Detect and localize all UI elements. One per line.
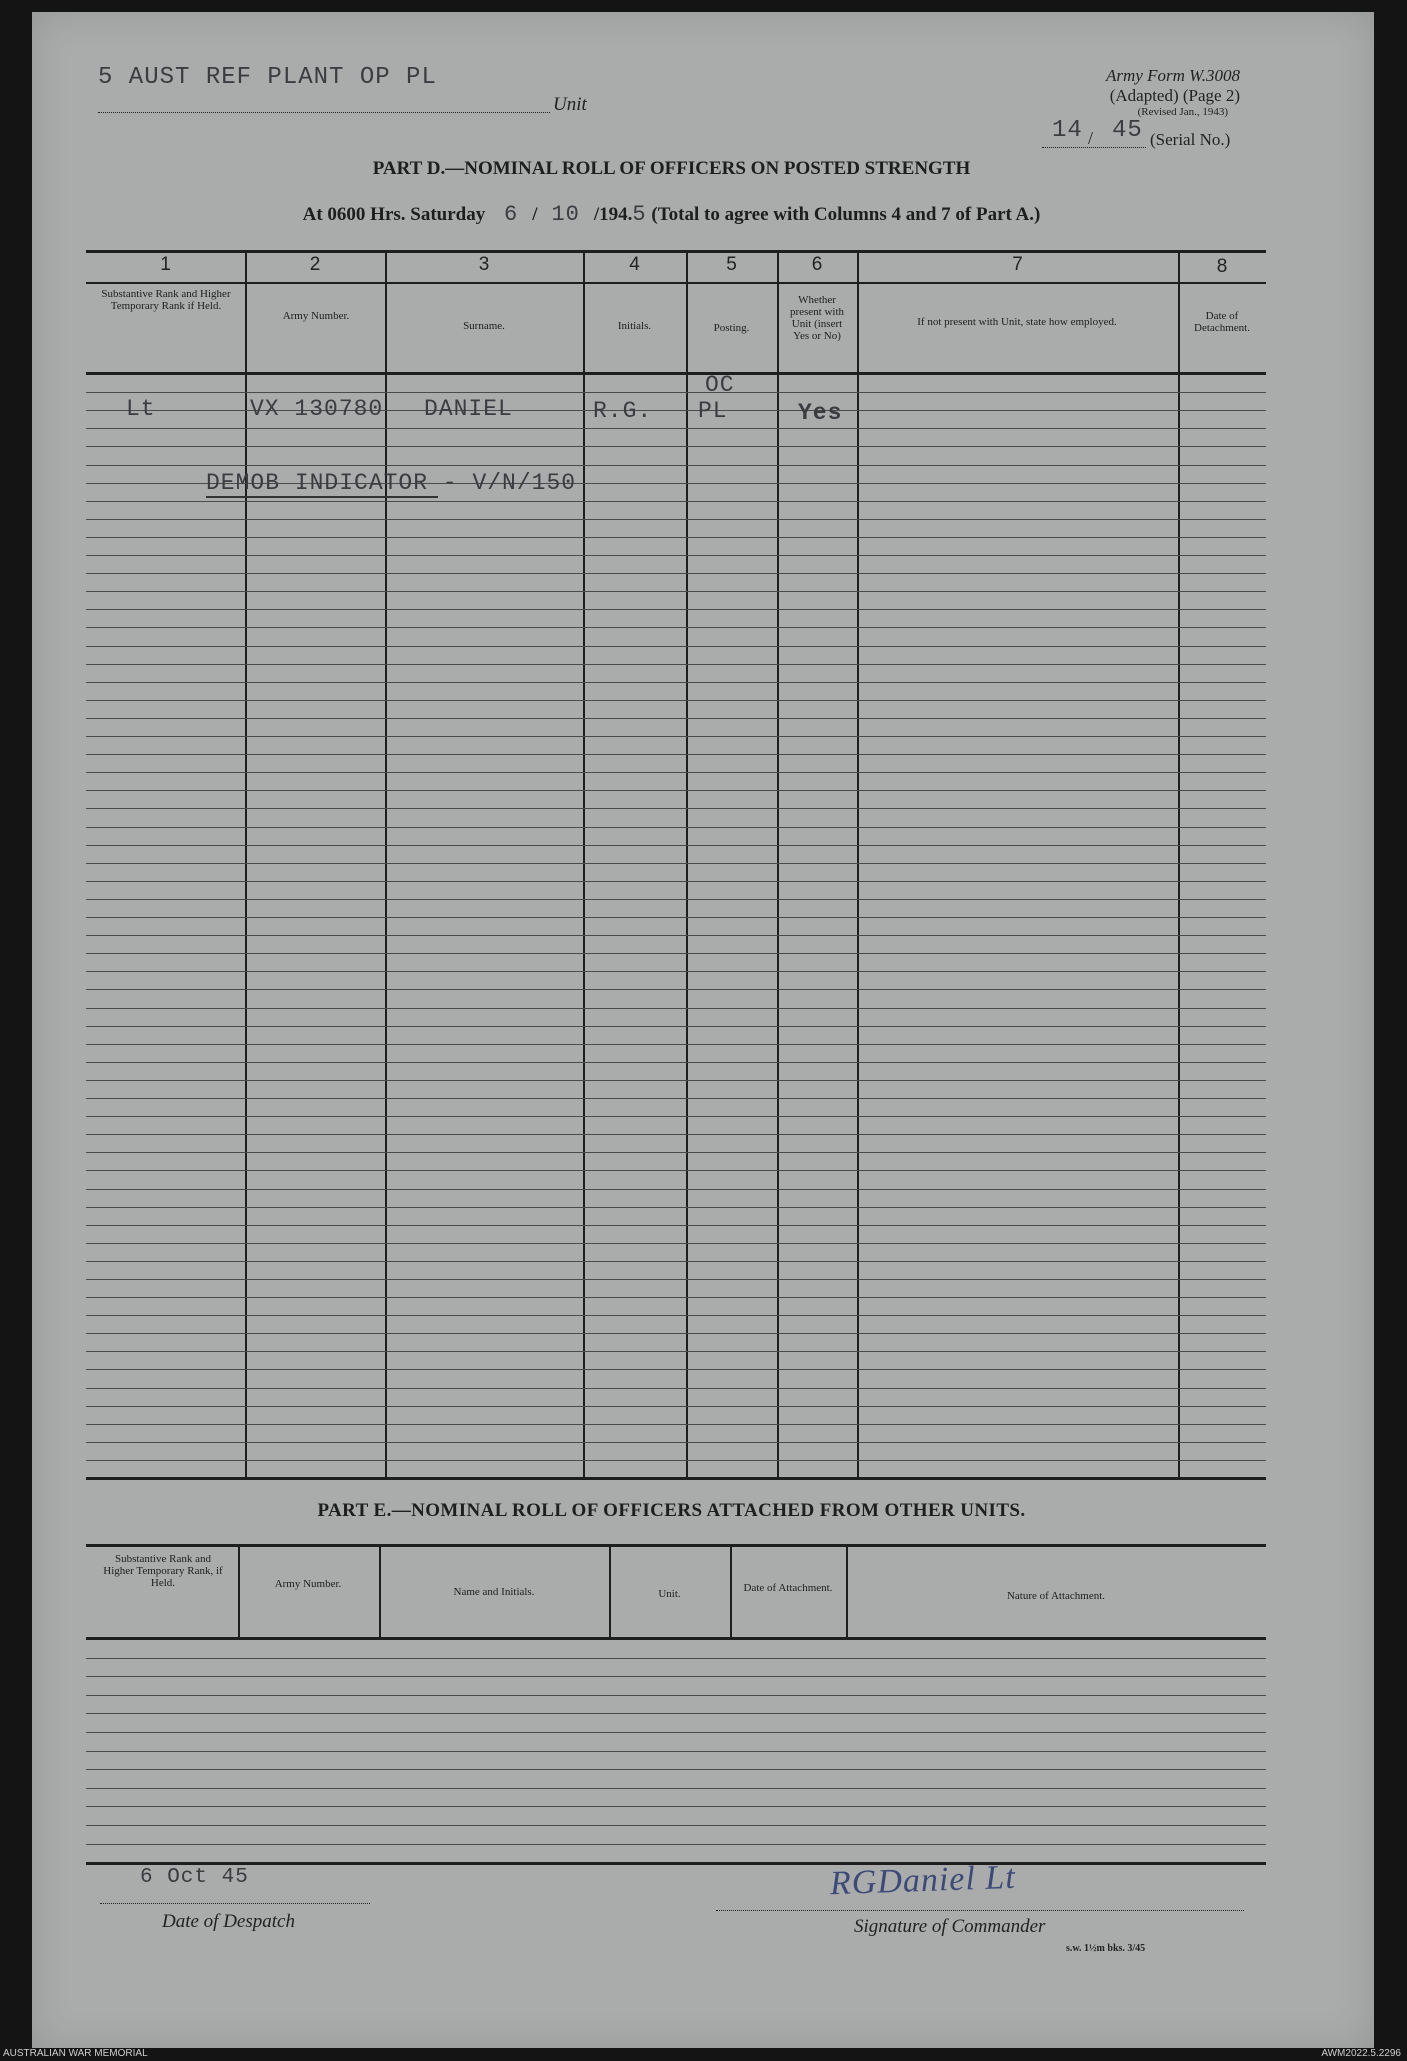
part-e-col-divider xyxy=(238,1544,240,1639)
date-sep: / xyxy=(532,204,538,225)
ruled-line xyxy=(86,1825,1266,1826)
col-number: 4 xyxy=(629,254,640,275)
ruled-line xyxy=(86,1152,1266,1153)
part-d-bottom-border xyxy=(86,1477,1266,1480)
despatch-line xyxy=(100,1903,370,1904)
col-number: 3 xyxy=(478,254,490,275)
col-header-surname: Surname. xyxy=(463,320,505,332)
ruled-line xyxy=(86,700,1266,701)
ruled-line xyxy=(86,465,1266,466)
ruled-line xyxy=(86,446,1266,447)
col-header-present: Whether present with Unit (insert Yes or No) xyxy=(789,294,845,342)
ruled-line xyxy=(86,1369,1266,1370)
ruled-line xyxy=(86,1044,1266,1045)
ruled-line xyxy=(86,1225,1266,1226)
serial-a: 14 xyxy=(1052,117,1083,144)
ruled-line xyxy=(86,1695,1266,1696)
serial-line xyxy=(1042,147,1146,148)
archive-reference: AWM2022.5.2296 xyxy=(1321,2048,1401,2059)
ruled-line xyxy=(86,845,1266,846)
ruled-line xyxy=(86,1388,1266,1389)
col-number: 7 xyxy=(1012,254,1023,275)
ruled-line xyxy=(86,971,1266,972)
ruled-line xyxy=(86,1062,1266,1063)
part-e-header-border xyxy=(86,1637,1266,1640)
ruled-line xyxy=(86,646,1266,647)
ruled-line xyxy=(86,1424,1266,1425)
entry-army-number: VX 130780 xyxy=(250,396,384,422)
unit-label: Unit xyxy=(553,94,587,115)
ruled-line xyxy=(86,736,1266,737)
despatch-date: 6 Oct 45 xyxy=(140,1866,249,1889)
ruled-line xyxy=(86,899,1266,900)
ruled-line xyxy=(86,1751,1266,1752)
ruled-line xyxy=(86,1732,1266,1733)
e-col-header-rank: Substantive Rank and Higher Temporary Rank, if Held. xyxy=(103,1553,223,1589)
commander-signature: RGDaniel Lt xyxy=(829,1858,1017,1903)
ruled-line xyxy=(86,1442,1266,1443)
e-col-header-nature: Nature of Attachment. xyxy=(1006,1590,1106,1602)
ruled-line xyxy=(86,881,1266,882)
ruled-line xyxy=(86,989,1266,990)
col-number: 1 xyxy=(160,254,171,275)
ruled-line xyxy=(86,1279,1266,1280)
ruled-line xyxy=(86,591,1266,592)
ruled-line xyxy=(86,392,1266,393)
ruled-line xyxy=(86,1658,1266,1659)
ruled-line xyxy=(86,1406,1266,1407)
ruled-line xyxy=(86,1098,1266,1099)
ruled-line xyxy=(86,1806,1266,1807)
date-day: 6 xyxy=(504,202,519,227)
ruled-line xyxy=(86,573,1266,574)
part-d-col-divider xyxy=(583,250,585,1478)
ruled-line xyxy=(86,537,1266,538)
ruled-line xyxy=(86,935,1266,936)
part-d-col-divider xyxy=(245,250,247,1478)
part-d-title: PART D.—NOMINAL ROLL OF OFFICERS ON POSTED STRENGTH xyxy=(372,158,971,179)
archive-credit: AUSTRALIAN WAR MEMORIAL xyxy=(3,2048,148,2059)
ruled-line xyxy=(86,519,1266,520)
date-suffix: (Total to agree with Columns 4 and 7 of Part A.) xyxy=(651,204,1041,225)
ruled-line xyxy=(86,754,1266,755)
ruled-line xyxy=(86,1844,1266,1845)
entry-surname: DANIEL xyxy=(424,396,513,422)
ruled-line xyxy=(86,718,1266,719)
part-d-date xyxy=(0,202,1343,227)
form-line3: (Revised Jan., 1943) xyxy=(1137,106,1228,118)
date-year-prefix: /194. xyxy=(593,204,633,225)
entry-present: Yes xyxy=(798,400,843,426)
ruled-line xyxy=(86,953,1266,954)
unit-line xyxy=(98,112,550,113)
form-title xyxy=(1040,66,1240,118)
date-year-digit: 5 xyxy=(632,202,647,227)
col-header-rank: Substantive Rank and Higher Temporary Rank if Held. xyxy=(101,288,231,312)
ruled-line xyxy=(86,1769,1266,1770)
ruled-line xyxy=(86,609,1266,610)
e-col-header-army-number: Army Number. xyxy=(274,1578,342,1590)
ruled-line xyxy=(86,1713,1266,1714)
e-col-header-unit: Unit. xyxy=(658,1588,681,1600)
demob-indicator: DEMOB INDICATOR - V/N/150 xyxy=(206,470,577,496)
part-d-col-divider xyxy=(1178,250,1180,1478)
form-line1: Army Form W.3008 xyxy=(1106,66,1240,85)
ruled-line xyxy=(86,1243,1266,1244)
entry-posting-line1: OC xyxy=(705,372,735,398)
e-col-header-name: Name and Initials. xyxy=(453,1586,535,1598)
signature-line xyxy=(716,1910,1244,1911)
col-header-posting: Posting. xyxy=(713,322,750,334)
ruled-line xyxy=(86,1315,1266,1316)
part-e-top-border xyxy=(86,1544,1266,1547)
col-number: 2 xyxy=(309,254,321,275)
part-d-col-divider xyxy=(385,250,387,1478)
entry-rank: Lt xyxy=(126,396,156,422)
ruled-line xyxy=(86,1460,1266,1461)
signature-label: Signature of Commander xyxy=(854,1916,1046,1937)
part-d-col-divider xyxy=(777,250,779,1478)
part-d-col-divider xyxy=(857,250,859,1478)
serial-label: (Serial No.) xyxy=(1150,130,1231,149)
col-header-employment: If not present with Unit, state how employed. xyxy=(917,316,1117,328)
ruled-line xyxy=(86,808,1266,809)
ruled-line xyxy=(86,1676,1266,1677)
col-number: 5 xyxy=(726,254,737,275)
serial-b: 45 xyxy=(1112,117,1143,144)
ruled-line xyxy=(86,790,1266,791)
form-sheet xyxy=(32,12,1374,2048)
ruled-line xyxy=(86,1170,1266,1171)
part-d-top-border xyxy=(86,250,1266,253)
ruled-line xyxy=(86,1333,1266,1334)
part-d-header-border xyxy=(86,372,1266,375)
ruled-line xyxy=(86,1261,1266,1262)
ruled-line xyxy=(86,1351,1266,1352)
part-d-number-row-border xyxy=(86,282,1266,284)
col-header-initials: Initials. xyxy=(617,320,652,332)
print-code: s.w. 1½m bks. 3/45 xyxy=(1066,1943,1146,1954)
ruled-line xyxy=(86,1297,1266,1298)
despatch-label: Date of Despatch xyxy=(162,1911,295,1932)
ruled-line xyxy=(86,772,1266,773)
ruled-line xyxy=(86,627,1266,628)
ruled-line xyxy=(86,1134,1266,1135)
ruled-line xyxy=(86,827,1266,828)
serial-sep: / xyxy=(1088,128,1094,148)
e-col-header-date: Date of Attachment. xyxy=(743,1582,833,1594)
col-number: 8 xyxy=(1216,256,1228,277)
form-line2: (Adapted) (Page 2) xyxy=(1109,86,1240,105)
ruled-line xyxy=(86,863,1266,864)
col-header-detachment: Date of Detachment. xyxy=(1194,310,1250,334)
ruled-line xyxy=(86,1080,1266,1081)
part-e-title: PART E.—NOMINAL ROLL OF OFFICERS ATTACHED FROM OTHER UNITS. xyxy=(317,1500,1026,1521)
ruled-line xyxy=(86,1189,1266,1190)
part-e-col-divider xyxy=(730,1544,732,1639)
part-d-col-divider xyxy=(686,250,688,1478)
col-number: 6 xyxy=(811,254,823,275)
ruled-line xyxy=(86,682,1266,683)
ruled-line xyxy=(86,1207,1266,1208)
date-month: 10 xyxy=(551,202,580,227)
part-e-bottom-border xyxy=(86,1862,1266,1865)
demob-underline xyxy=(206,496,438,498)
ruled-line xyxy=(86,1788,1266,1789)
ruled-line xyxy=(86,1116,1266,1117)
ruled-line xyxy=(86,1026,1266,1027)
ruled-line xyxy=(86,501,1266,502)
entry-initials: R.G. xyxy=(593,398,653,424)
date-prefix: At 0600 Hrs. Saturday xyxy=(302,204,486,225)
ruled-line xyxy=(86,917,1266,918)
unit-value: 5 AUST REF PLANT OP PL xyxy=(98,64,437,91)
ruled-line xyxy=(86,428,1266,429)
ruled-line xyxy=(86,555,1266,556)
col-header-army-number: Army Number. xyxy=(282,310,350,322)
ruled-line xyxy=(86,664,1266,665)
ruled-line xyxy=(86,1008,1266,1009)
entry-posting-line2: PL xyxy=(698,398,728,424)
